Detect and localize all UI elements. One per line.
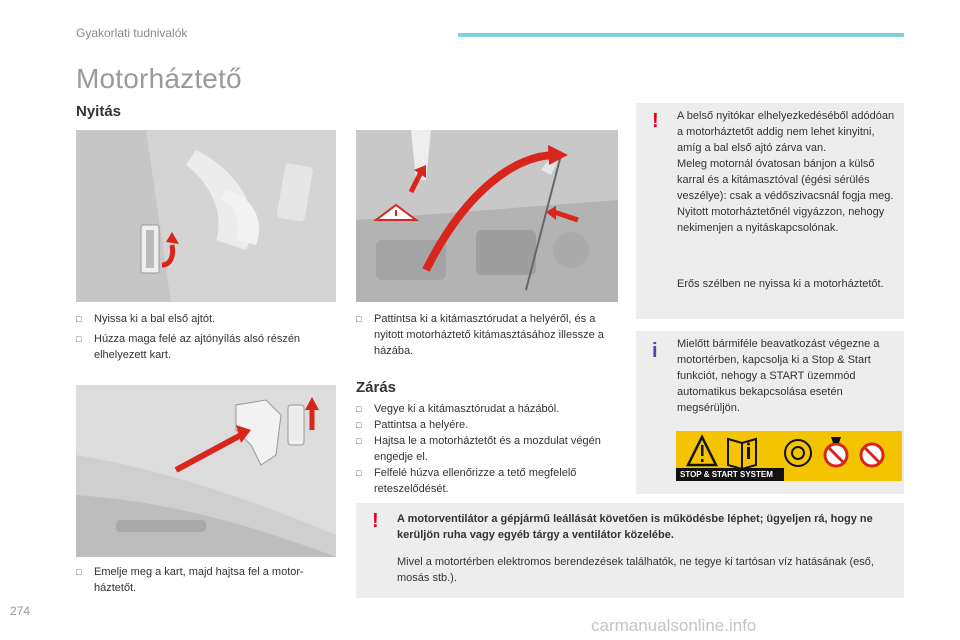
checkbox-bullet-icon: □ xyxy=(356,468,362,478)
list-item: □ Hajtsa le a motorháztetőt és a mozdulat végén engedje el. xyxy=(356,435,601,463)
list-item: □ Pattintsa ki a kitámasztórudat a helyéről, és a nyitott motorháztető kitámasztásához illessze a házába. xyxy=(356,313,604,357)
engine-bay-photo xyxy=(356,130,618,302)
checkbox-bullet-icon: □ xyxy=(76,567,82,577)
info-icon: i xyxy=(652,340,658,362)
checkbox-bullet-icon: □ xyxy=(356,404,362,414)
opening-steps-left xyxy=(76,311,338,367)
opening-steps-middle xyxy=(356,311,618,363)
page-number: 274 xyxy=(10,604,31,618)
interior-lever-photo xyxy=(76,130,336,302)
header-accent-bar xyxy=(458,33,904,37)
stop-start-warning-label xyxy=(676,431,902,481)
opening-heading: Nyitás xyxy=(76,103,122,120)
section-header: Gyakorlati tudnivalók xyxy=(76,26,188,40)
warning-box-hood xyxy=(636,103,904,319)
opening-step-lower xyxy=(76,564,338,600)
list-item: □ Felfelé húzva ellenőrizze a tető megfelelő reteszelődését. xyxy=(356,467,577,495)
list-item: □ Pattintsa a helyére. xyxy=(356,419,469,431)
checkbox-bullet-icon: □ xyxy=(356,436,362,446)
checkbox-bullet-icon: □ xyxy=(76,314,82,324)
checkbox-bullet-icon: □ xyxy=(356,420,362,430)
list-item: □ Húzza maga felé az ajtónyílás alsó részén elhelyezett kart. xyxy=(76,333,301,361)
list-item: □ Vegye ki a kitámasztórudat a házából. xyxy=(356,403,560,415)
closing-heading: Zárás xyxy=(356,379,397,396)
warning-exclamation-icon: ! xyxy=(652,110,659,132)
hood-latch-photo xyxy=(76,385,336,557)
info-stop-start-text: Mielőtt bármiféle beavatkozást végezne a motortérben, kapcsolja ki a Stop & Start funkciót, nehogy a START üzemmód automatikus bekapcsolása esetén megsérüljön. xyxy=(677,338,880,414)
list-item: □ Emelje meg a kart, majd hajtsa fel a motor-háztetőt. xyxy=(76,566,304,594)
checkbox-bullet-icon: □ xyxy=(76,334,82,344)
warning-hood-text: A belső nyitókar elhelyezkedéséből adódóan a motorháztetőt addig nem lehet kinyitni, amíg a bal első ajtó zárva van. Meleg motornál óvatosan bánjon a külső karral és a kitámasztóval (égési sérülés veszélye): csak a védőszivacsnál fogja meg. Nyitott motorháztetőnél vigyázzon, nehogy nekimenjen a nyitáskapcsolónak. xyxy=(677,110,895,234)
closing-steps xyxy=(356,401,618,497)
watermark: carmanualsonline.info xyxy=(591,616,757,635)
warning-box-fan xyxy=(356,503,904,598)
warning-exclamation-icon: ! xyxy=(372,510,379,532)
page-title: Motorháztető xyxy=(76,63,242,94)
warning-fan-bold-text: A motorventilátor a gépjármű leállását követően is működésbe léphet; ügyeljen rá, hogy ne kerüljön ruha vagy egyéb tárgy a ventilátor közelébe. xyxy=(397,513,873,541)
stop-start-system-label: STOP & START SYSTEM xyxy=(676,468,784,481)
list-item: □ Nyissa ki a bal első ajtót. xyxy=(76,313,216,325)
warning-electrical-text: Mivel a motortérben elektromos berendezések találhatók, ne tegye ki tartósan víz hatásának (eső, mosás stb.). xyxy=(397,556,874,584)
info-box-stop-start xyxy=(636,331,904,494)
checkbox-bullet-icon: □ xyxy=(356,314,362,324)
warning-wind-text: Erős szélben ne nyissa ki a motorháztetőt. xyxy=(677,278,884,290)
